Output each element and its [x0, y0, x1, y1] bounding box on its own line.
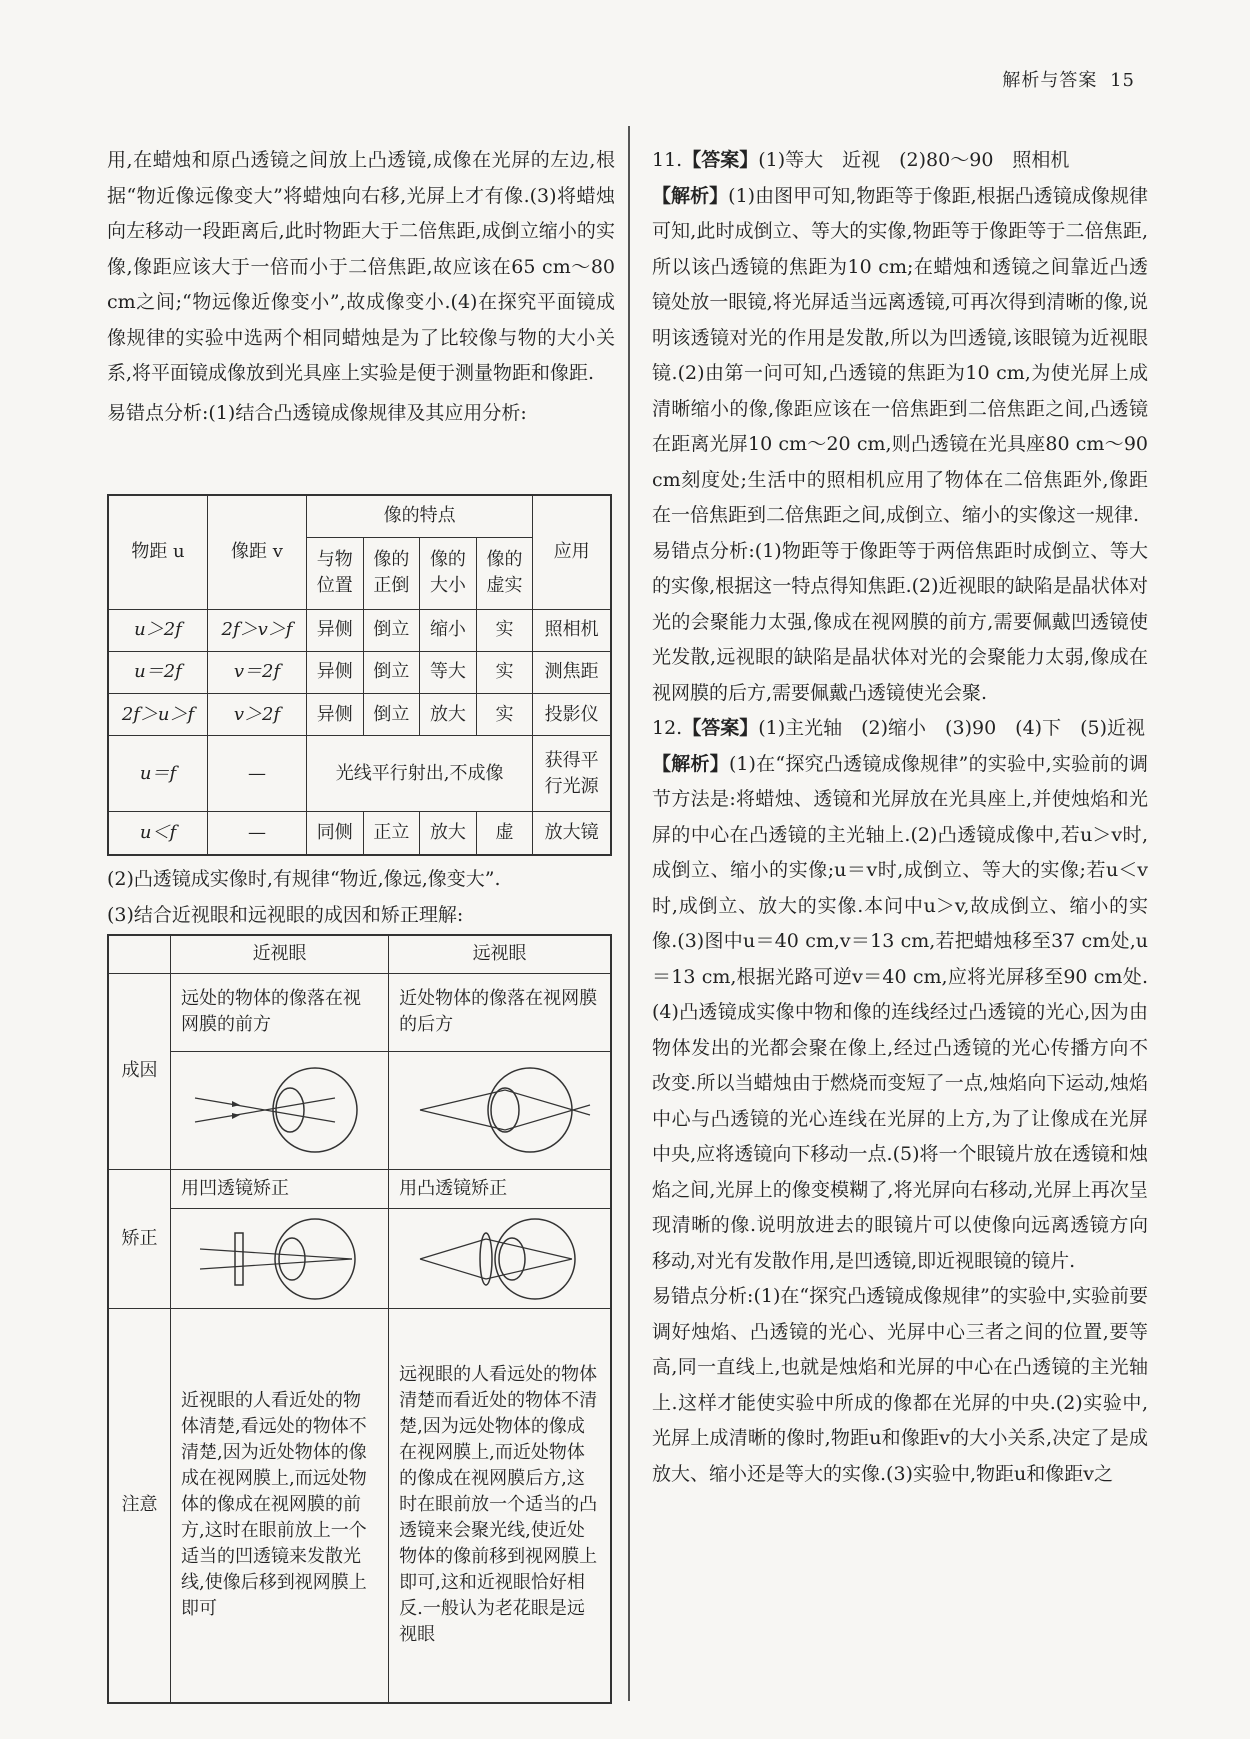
note-far-text: 远视眼的人看远处的物体清楚而看近处的物体不清楚,因为远处物体的像成在视网膜上,而近处物体的像成在视网膜后方,这时在眼前放一个适当的凸透镜来会聚光线,使近处物体的像前移到视网膜上即可,这和近视眼恰好相反.一般认为老花眼是远视眼	[389, 1308, 611, 1703]
cell: 光线平行射出,不成像	[307, 736, 533, 812]
th-image-distance: 像距 v	[208, 495, 307, 609]
analysis-tag: 【解析】	[652, 184, 729, 207]
th-features: 像的特点	[307, 495, 533, 537]
cell: 实	[476, 609, 533, 651]
cell: 倒立	[363, 694, 420, 736]
q12-error-analysis: 易错点分析:(1)在“探究凸透镜成像规律”的实验中,实验前要调好烛焰、凸透镜的光心、光屏中心三者之间的位置,要等高,同一直线上,也就是烛焰和光屏的中心在凸透镜的主光轴上.这样才能使实验中所成的像都在光屏的中央.(2)实验中,光屏上成清晰的像时,物距u和像距v的大小关系,决定了是成放大、缩小还是等大的实像.(3)实验中,物距u和像距v之	[652, 1285, 1148, 1485]
cell: 放大	[420, 694, 477, 736]
cause-far-text: 近处物体的像落在视网膜的后方	[389, 973, 611, 1051]
myopia-eye-icon	[180, 1060, 380, 1160]
cell: 实	[476, 651, 533, 693]
cell: 放大镜	[533, 812, 611, 855]
q11-number: 11.	[652, 149, 683, 171]
q11-analysis: (1)由图甲可知,物距等于像距,根据凸透镜成像规律可知,此时成倒立、等大的实像,物距等于像距等于二倍焦距,所以该凸透镜的焦距为10 cm;在蜡烛和透镜之间靠近凸透镜处放一眼镜,将光屏适当远离透镜,可再次得到清晰的像,说明该透镜对光的作用是发散,所以为凹透镜,该眼镜为近视眼镜.(2)由第一问可知,凸透镜的焦距为10 cm,为使光屏上成清晰缩小的像,像距应该在一倍焦距到二倍焦距之间,凸透镜在距离光屏10 cm～20 cm,则凸透镜在光具座80 cm～90 cm刻度处;生活中的照相机应用了物体在二倍焦距外,像距在一倍焦距到二倍焦距之间,成倒立、缩小的实像这一规律.	[652, 184, 1148, 526]
q11-answer: (1)等大 近视 (2)80～90 照相机	[758, 149, 1070, 171]
concave-lens-eye-icon	[180, 1211, 380, 1306]
cause-near-text: 远处的物体的像落在视网膜的前方	[171, 973, 389, 1051]
q12-number: 12.	[652, 717, 683, 739]
label-note: 注意	[108, 1308, 171, 1703]
header-title: 解析与答案	[1002, 70, 1098, 91]
cell: 虚	[476, 812, 533, 855]
th-application: 应用	[533, 495, 611, 609]
left-para-3: (2)凸透镜成实像时,有规律“物近,像远,像变大”.	[107, 868, 501, 890]
cell: 照相机	[533, 609, 611, 651]
cell: 异侧	[307, 609, 364, 651]
table-row	[108, 609, 611, 651]
correct-far-text: 用凸透镜矫正	[389, 1169, 611, 1208]
note-near-text: 近视眼的人看近处的物体清楚,看远处的物体不清楚,因为近处物体的像成在视网膜上,而远处物体的像成在视网膜的前方,这时在眼前放上一个适当的凹透镜来发散光线,使像后移到视网膜上即可	[171, 1308, 389, 1703]
cell: u＞2f	[108, 609, 208, 651]
table-row	[108, 812, 611, 855]
near-correction-diagram	[171, 1208, 389, 1308]
cell: 正立	[363, 812, 420, 855]
table-row	[108, 694, 611, 736]
cell: —	[208, 812, 307, 855]
column-divider	[628, 126, 630, 1701]
cell: 获得平行光源	[533, 736, 611, 812]
answer-tag: 【答案】	[682, 717, 759, 739]
hyperopia-eye-icon	[400, 1060, 600, 1160]
correct-near-text: 用凹透镜矫正	[171, 1169, 389, 1208]
table-row	[108, 736, 611, 812]
left-para-1: 用,在蜡烛和原凸透镜之间放上凸透镜,成像在光屏的左边,根据“物近像远像变大”将蜡烛向右移,光屏上才有像.(3)将蜡烛向左移动一段距离后,此时物距大于二倍焦距,成倒立缩小的实像,像距应该大于一倍而小于二倍焦距,故应该在65 cm～80 cm之间;“物远像近像变小”,故成像变小.(4)在探究平面镜成像规律的实验中选两个相同蜡烛是为了比较像与物的大小关系,将平面镜成像放到光具座上实验是便于测量物距和像距.	[107, 149, 615, 384]
q11-answer-line	[652, 143, 1148, 179]
table-row	[108, 651, 611, 693]
far-correction-diagram	[389, 1208, 611, 1308]
page-number: 15	[1110, 70, 1135, 91]
cell: 异侧	[307, 694, 364, 736]
th-near: 近视眼	[171, 935, 389, 973]
lens-imaging-table	[107, 494, 612, 856]
label-correct: 矫正	[108, 1169, 171, 1308]
th-sub: 像的正倒	[363, 537, 420, 609]
cell: 倒立	[363, 609, 420, 651]
q11-error-analysis: 易错点分析:(1)物距等于像距等于两倍焦距时成倒立、等大的实像,根据这一特点得知焦距.(2)近视眼的缺陷是晶状体对光的会聚能力太强,像成在视网膜的前方,需要佩戴凹透镜使光发散,远视眼的缺陷是晶状体对光的会聚能力太弱,像成在视网膜的后方,需要佩戴凸透镜使光会聚.	[652, 539, 1148, 704]
convex-lens-eye-icon	[400, 1211, 600, 1306]
near-eye-diagram	[171, 1051, 389, 1169]
eye-table	[107, 934, 612, 1704]
far-eye-diagram	[389, 1051, 611, 1169]
cell: 异侧	[307, 651, 364, 693]
left-column	[107, 143, 615, 431]
cell: u＝2f	[108, 651, 208, 693]
q12-answer: (1)主光轴 (2)缩小 (3)90 (4)下 (5)近视	[758, 717, 1145, 739]
th-sub: 像的大小	[420, 537, 477, 609]
left-para-4: (3)结合近视眼和远视眼的成因和矫正理解:	[107, 903, 464, 926]
left-notes	[107, 862, 615, 933]
q12-analysis: (1)在“探究凸透镜成像规律”的实验中,实验前的调节方法是:将蜡烛、透镜和光屏放在光具座上,并使烛焰和光屏的中心在凸透镜的主光轴上.(2)凸透镜成像中,若u＞v时,成倒立、缩小的实像;u＝v时,成倒立、等大的实像;若u＜v时,成倒立、放大的实像.本问中u＞v,故成倒立、缩小的实像.(3)图中u＝40 cm,v＝13 cm,若把蜡烛移至37 cm处,u＝13 cm,根据光路可逆v＝40 cm,应将光屏移至90 cm处.(4)凸透镜成实像中物和像的连线经过凸透镜的光心,因为由物体发出的光都会聚在像上,经过凸透镜的光心传播方向不改变.所以当蜡烛由于燃烧而变短了一点,烛焰向下运动,烛焰中心与凸透镜的光心连线在光屏的上方,为了让像成在光屏中央,应将透镜向下移动一点.(5)将一个眼镜片放在透镜和烛焰之间,光屏上的像变模糊了,将光屏向右移动,光屏上再次呈现清晰的像.说明放进去的眼镜片可以使像向远离透镜方向移动,对光有发散作用,是凹透镜,即近视眼镜的镜片.	[652, 752, 1148, 1272]
q11-analysis-para	[652, 179, 1148, 534]
th-sub: 与物位置	[307, 537, 364, 609]
cell: 倒立	[363, 651, 420, 693]
cell: 等大	[420, 651, 477, 693]
cell: u＜f	[108, 812, 208, 855]
cell: 投影仪	[533, 694, 611, 736]
cell: 同侧	[307, 812, 364, 855]
cell: 放大	[420, 812, 477, 855]
cell: v＞2f	[208, 694, 307, 736]
label-cause: 成因	[108, 973, 171, 1169]
cell: 测焦距	[533, 651, 611, 693]
page-header	[996, 66, 1135, 92]
cell: —	[208, 736, 307, 812]
th-far: 远视眼	[389, 935, 611, 973]
corner-cell	[108, 935, 171, 973]
q12-answer-line	[652, 711, 1148, 747]
th-sub: 像的虚实	[476, 537, 533, 609]
cell: v＝2f	[208, 651, 307, 693]
left-para-2: 易错点分析:(1)结合凸透镜成像规律及其应用分析:	[107, 401, 527, 424]
answer-tag: 【答案】	[682, 149, 759, 171]
cell: 2f＞u＞f	[108, 694, 208, 736]
cell: 2f＞v＞f	[208, 609, 307, 651]
cell: 实	[476, 694, 533, 736]
q12-analysis-para	[652, 747, 1148, 1280]
cell: u＝f	[108, 736, 208, 812]
cell: 缩小	[420, 609, 477, 651]
analysis-tag: 【解析】	[652, 752, 730, 775]
right-column	[652, 143, 1148, 1492]
th-object-distance: 物距 u	[108, 495, 208, 609]
